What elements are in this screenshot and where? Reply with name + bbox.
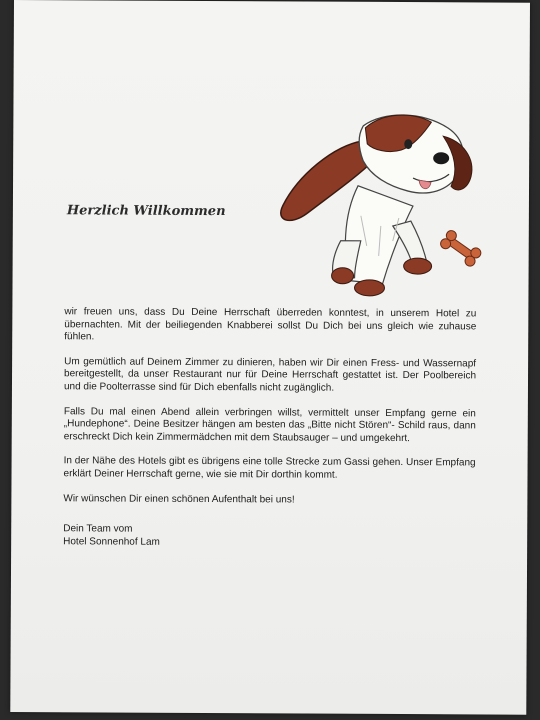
letter-page (10, 0, 530, 715)
paragraph-closing: Wir wünschen Dir einen schönen Aufenthalt bei uns! (63, 492, 295, 506)
signature-line: Dein Team vom (63, 523, 133, 535)
bone-icon (437, 227, 485, 269)
paragraph-evening: Falls Du mal einen Abend allein verbringen willst, vermittelt unser Empfang gerne ein „Hundephone“. Deine Besitzer hängen am besten das „Bitte nicht Stören“- Schild raus, dann erschreckt Dich kein Zimmermädchen mit dem Staubsauger – und umgekehrt. (63, 405, 476, 444)
paragraph-welcome: wir freuen uns, dass Du Deine Herrschaft überreden konntest, in unserem Hotel zu übernachten. Mit der beiliegenden Knabberei sollst Du Dich bei uns gleich wie zuhause fühlen. (64, 306, 477, 343)
signature-block (63, 522, 160, 549)
cartoon-dog-icon (262, 105, 493, 306)
greeting-heading: Herzlich Willkommen (66, 203, 226, 220)
letter-body (63, 306, 476, 519)
paragraph-dining: Um gemütlich auf Deinem Zimmer zu dinieren, haben wir Dir einen Fress- und Wassernapf bereitgestellt, da unser Restaurant nur für Deine Herrschaft gestattet ist. Der Poolbereich und die Poolterrasse sind für Dich ebenfalls nicht zugänglich. (63, 356, 477, 394)
signature-line: Hotel Sonnenhof Lam (63, 536, 160, 548)
paragraph-walks: In der Nähe des Hotels gibt es übrigens eine tolle Strecke zum Gassi gehen. Unser Empfang erklärt Deiner Herrschaft gerne, wie sie mit Dir dorthin kommt. (63, 455, 476, 481)
